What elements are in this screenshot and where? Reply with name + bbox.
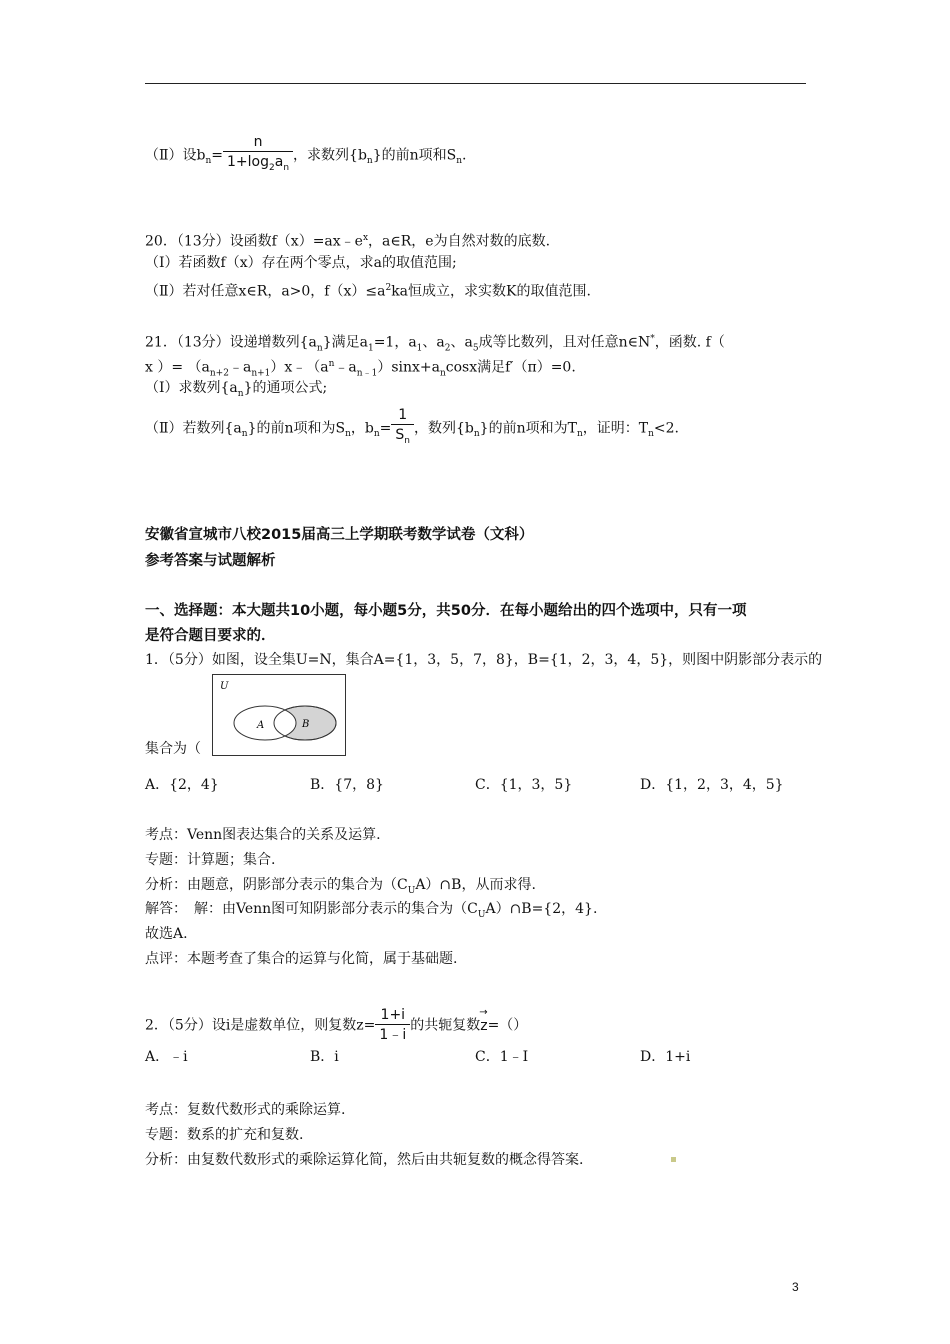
venn-diagram [212, 674, 346, 756]
q2-zhuanti: 专题：数系的扩充和复数. [145, 1127, 304, 1143]
q2-fraction: $\frac{1+i}{1﹣i}$ [375, 1006, 410, 1045]
venn-label-a: A [257, 720, 265, 731]
q21-fraction: $\frac{1}{S_n}$ [391, 406, 414, 451]
q21-part2: （Ⅱ）若数列$\{a_n\}$的前n项和为$S_n$，$b_n=$ $\frac{1}{S_n}$ ，数列$\{b_n\}$的前n项和为$T_n$，证明：$T_n<2$. [145, 406, 679, 451]
venn-label-u: U [220, 681, 229, 692]
q1-option-c: C．{1，3，5} [475, 777, 573, 793]
q1-fenxi: 分析：由题意，阴影部分表示的集合为$(C_UA)\cap B$，从而求得. [145, 877, 536, 896]
q19-fraction: $\frac{n}{1+\log_2a_n}$ [223, 133, 293, 178]
q1-option-d: D．{1，2，3，4，5} [640, 777, 784, 793]
q2-fenxi: 分析：由复数代数形式的乘除运算化简，然后由共轭复数的概念得答案. [145, 1152, 584, 1168]
q1-stem-cont: 集合为（ [145, 741, 201, 757]
page-number: 3 [792, 1280, 799, 1294]
q2-stem: 2．（5分）设i是虚数单位，则复数z= $\frac{1+i}{1﹣i}$ 的共轭复数 → z=（） [145, 1006, 528, 1043]
q1-jieda: 解答： 解：由Venn图可知阴影部分表示的集合为$(C_UA)\cap B=\{2$，4}. [145, 901, 598, 920]
section1-heading-cont: 是符合题目要求的． [145, 628, 276, 644]
q20-part2: （Ⅱ）若对任意x∈R，a>0，$f(x)\le a^2ka$恒成立，求实数K的取值范围. [145, 283, 591, 300]
venn-set-a [234, 706, 296, 740]
q1-dianping: 点评：本题考查了集合的运算与化简，属于基础题. [145, 951, 458, 967]
q1-zhuanti: 专题：计算题；集合. [145, 852, 276, 868]
q1-kaodian: 考点：Venn图表达集合的关系及运算. [145, 827, 381, 843]
header-rule [145, 83, 806, 84]
q21-function: x ）= $(a_{n+2}﹣a_{n+1})x﹣(a^n﹣a_{n﹣1})\sin x+a_n\cos x$满足f′（π）=0. [145, 359, 576, 379]
q19-part2: （Ⅱ）设$b_n=$ $\frac{n}{1+\log_2a_n}$ ，求数列$\{b_n\}$的前n项和$S_n$. [145, 133, 466, 178]
q21-part1: （I）求数列$\{a_n\}$的通项公式; [145, 380, 328, 399]
q1-option-a: A．{2，4} [145, 777, 219, 793]
answer-title: 安徽省宣城市八校2015届高三上学期联考数学试卷（文科） [145, 527, 534, 543]
speck-mark [671, 1157, 676, 1162]
venn-svg [213, 675, 345, 755]
q1-option-b: B．{7，8} [310, 777, 384, 793]
q20-stem: 20．（13分）设函数$f(x)=ax﹣e^x$，a∈R，e为自然对数的底数. [145, 233, 551, 250]
venn-label-b: B [302, 719, 310, 730]
q2-option-a: A．﹣i [145, 1049, 188, 1065]
q21-stem: 21．（13分）设递增数列$\{a_n\}$满足$a_1=1$，$a_1$、$a_2$、$a_5$成等比数列，且对任意n∈N*，函数. f（ [145, 334, 725, 354]
q2-kaodian: 考点：复数代数形式的乘除运算. [145, 1102, 346, 1118]
q1-stem: 1．（5分）如图，设全集U=N，集合A={1，3，5，7，8}，B={1，2，3，4，5}，则图中阴影部分表示的 [145, 652, 823, 668]
q2-option-d: D．1+i [640, 1049, 691, 1065]
q2-conjugate-z: → z [479, 1006, 488, 1034]
section1-heading: 一、选择题：本大题共10小题，每小题5分，共50分．在每小题给出的四个选项中，只有一项 [145, 603, 747, 619]
q20-part1: （I）若函数f（x）存在两个零点，求a的取值范围; [145, 255, 457, 271]
q2-option-c: C．1﹣I [475, 1049, 529, 1065]
answer-subtitle: 参考答案与试题解析 [145, 553, 276, 569]
q1-guxuan: 故选A. [145, 926, 188, 942]
q2-option-b: B．i [310, 1049, 339, 1065]
